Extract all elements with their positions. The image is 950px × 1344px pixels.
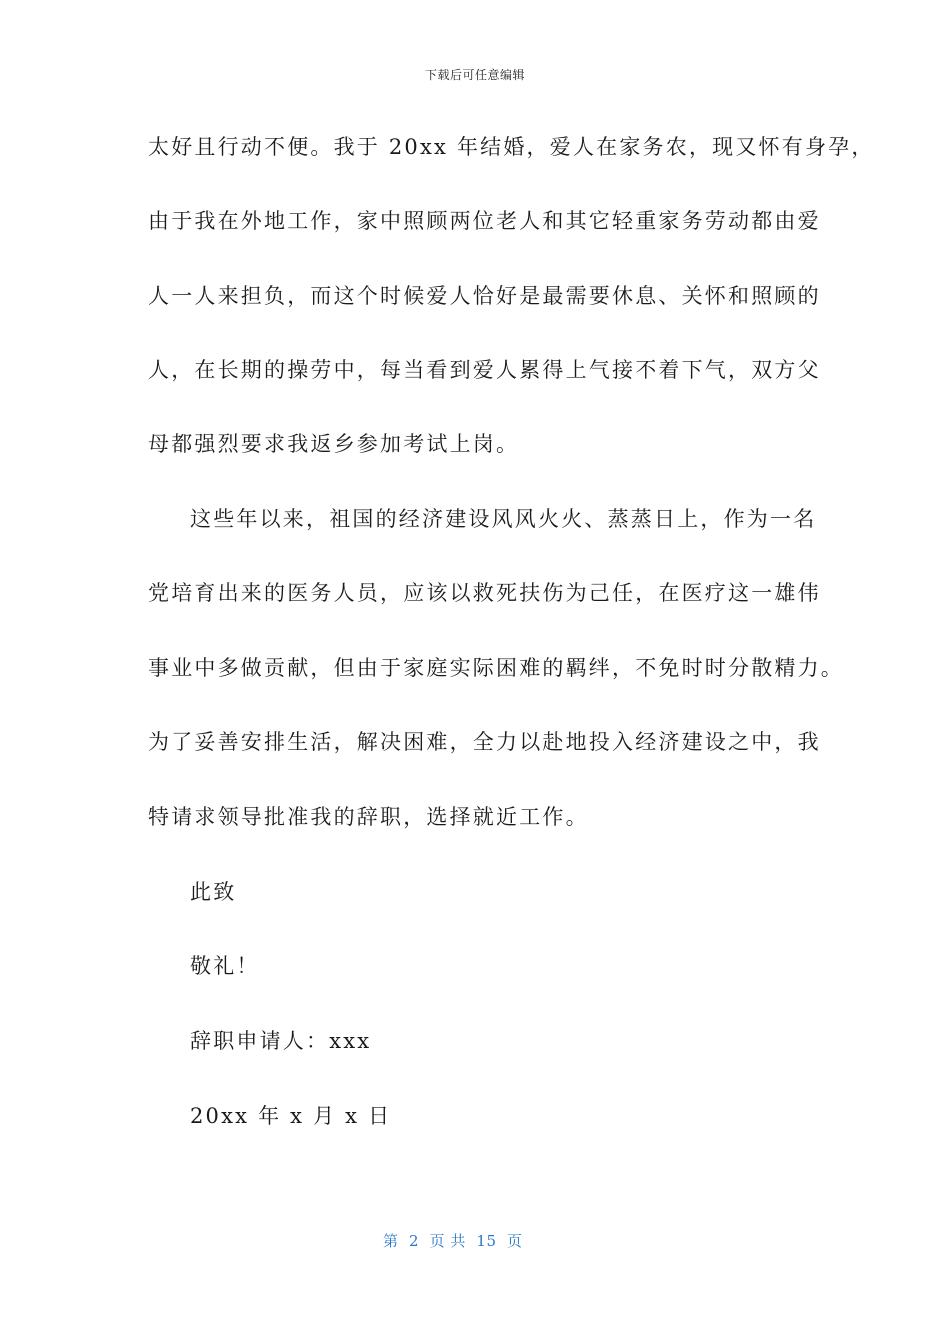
- paragraph-2-line-3: 事业中多做贡献，但由于家庭实际困难的羁绊，不免时时分散精力。: [148, 656, 844, 680]
- paragraph-1-line-2: 由于我在外地工作，家中照顾两位老人和其它轻重家务劳动都由爱: [148, 209, 821, 233]
- page-header: 下载后可任意编辑: [424, 68, 525, 82]
- page-number-footer: 第 2 页 共 15 页: [383, 1232, 523, 1250]
- paragraph-2-line-1: 这些年以来，祖国的经济建设风风火火、蒸蒸日上，作为一名: [190, 507, 817, 531]
- paragraph-2-line-4: 为了妥善安排生活，解决困难，全力以赴地投入经济建设之中，我: [148, 730, 821, 754]
- letter-date: 20xx 年 x 月 x 日: [190, 1104, 392, 1128]
- applicant-signature: 辞职申请人：xxx: [190, 1029, 372, 1053]
- paragraph-1-line-4: 人，在长期的操劳中，每当看到爱人累得上气接不着下气，双方父: [148, 358, 821, 382]
- paragraph-2-line-5: 特请求领导批准我的辞职，选择就近工作。: [148, 805, 589, 829]
- closing-text: 此致: [190, 880, 237, 904]
- paragraph-1-line-1: 太好且行动不便。我于 20xx 年结婚，爱人在家务农，现又怀有身孕，: [148, 135, 875, 159]
- paragraph-1-line-3: 人一人来担负，而这个时候爱人恰好是最需要休息、关怀和照顾的: [148, 284, 821, 308]
- paragraph-2-line-2: 党培育出来的医务人员，应该以救死扶伤为己任，在医疗这一雄伟: [148, 581, 821, 605]
- paragraph-1-line-5: 母都强烈要求我返乡参加考试上岗。: [148, 432, 520, 456]
- salute-text: 敬礼！: [190, 954, 260, 978]
